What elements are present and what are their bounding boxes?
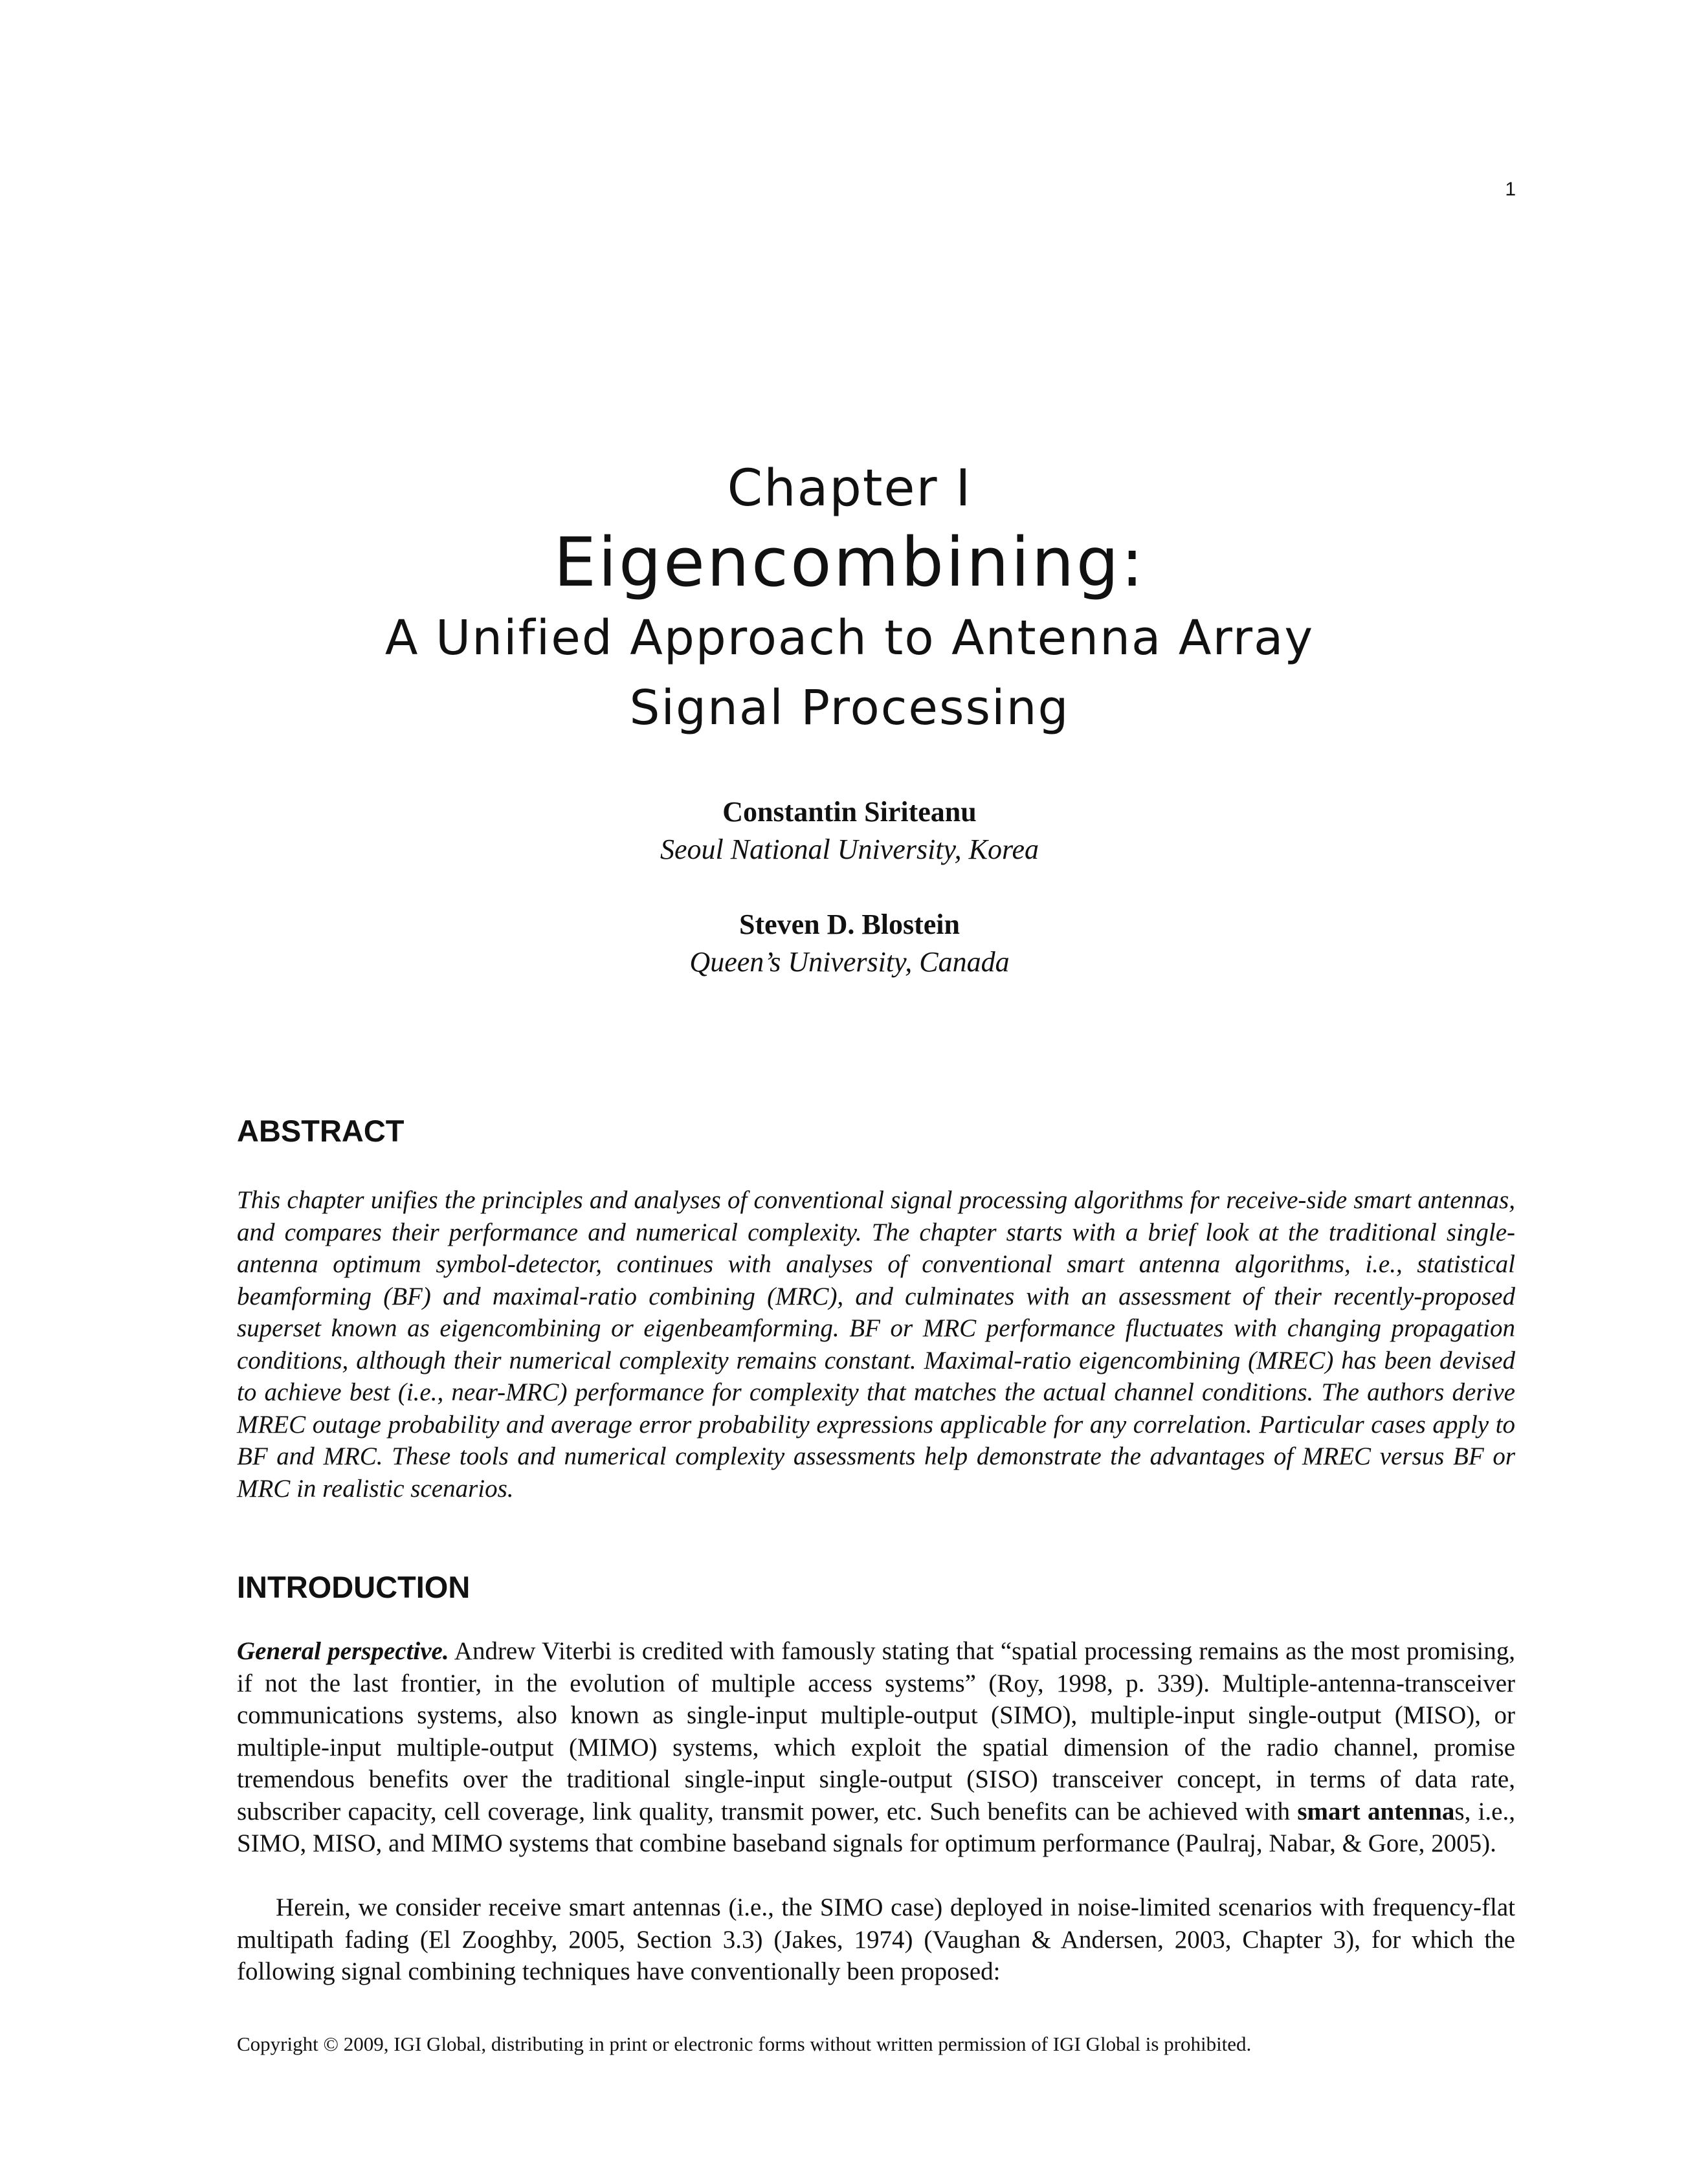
author-name: Steven D. Blostein [739,909,960,940]
chapter-label: Chapter I [727,459,972,518]
author-name: Constantin Siriteanu [722,796,977,828]
author-entry [0,793,1699,868]
chapter-title-block [0,456,1699,741]
introduction-paragraph-1 [237,1635,1515,1860]
page-number: 1 [1505,179,1516,200]
paragraph-text: s, i.e., SIMO, MISO, and MIMO systems that combine baseband signals for optimum performance (Paulraj, Nabar, & Gore, 2005). [237,1797,1515,1857]
chapter-title: Eigencombining: [553,523,1146,602]
abstract-heading: ABSTRACT [237,1114,405,1148]
chapter-subtitle-line-2: Signal Processing [629,680,1070,736]
introduction-heading: INTRODUCTION [237,1570,471,1604]
chapter-subtitle-line-1: A Unified Approach to Antenna Array [384,610,1315,666]
copyright-notice: Copyright © 2009, IGI Global, distributing in print or electronic forms without written permission of IGI Global is prohibited. [237,2033,1252,2055]
abstract-text: This chapter unifies the principles and analyses of conventional signal processing algorithms for receive-side smart antennas, and compares their performance and numerical complexity. The chapter starts with a brief look at the traditional single-antenna optimum symbol-detector, continues with analyses of conventional smart antenna algorithms, i.e., statistical beamforming (BF) and maximal-ratio combining (MRC), and culminates with an assessment of their recently-proposed superset known as eigencombining or eigenbeamforming. BF or MRC performance fluctuates with changing propagation conditions, although their numerical complexity remains constant. Maximal-ratio eigencombining (MREC) has been devised to achieve best (i.e., near-MRC) performance for complexity that matches the actual channel conditions. The authors derive MREC outage probability and average error probability expressions applicable for any correlation. Particular cases apply to BF and MRC. These tools and numerical complexity assessments help demonstrate the advantages of MREC versus BF or MRC in realistic scenarios. [237,1186,1515,1503]
introduction-paragraph-2: Herein, we consider receive smart antennas (i.e., the SIMO case) deployed in noise-limited scenarios with frequency-flat multipath fading (El Zooghby, 2005, Section 3.3) (Jakes, 1974) (Vaughan & Andersen, 2003, Chapter 3), for which the following signal combining techniques have conventionally been proposed: [237,1893,1515,1985]
paragraph-text: Andrew Viterbi is credited with famously stating that “spatial processing remains as the most promising, if not the last frontier, in the evolution of multiple access systems” (Roy, 1998, p. 339). Multiple-antenna-transceiver communications systems, also known as single-input multiple-output (SIMO), multiple-input single-output (MISO), or multiple-input multiple-output (MIMO) systems, which exploit the spatial dimension of the radio channel, promise tremendous benefits over the traditional single-input single-output (SISO) transceiver concept, in terms of data rate, subscriber capacity, cell coverage, link quality, transmit power, etc. Such benefits can be achieved with [237,1637,1515,1826]
highlighted-term: smart antenna [1297,1797,1455,1826]
author-list [0,793,1699,1019]
author-affiliation: Seoul National University, Korea [660,833,1039,865]
author-entry [0,906,1699,981]
paragraph-lead-in: General perspective. [237,1637,449,1665]
author-affiliation: Queen’s University, Canada [689,946,1010,978]
